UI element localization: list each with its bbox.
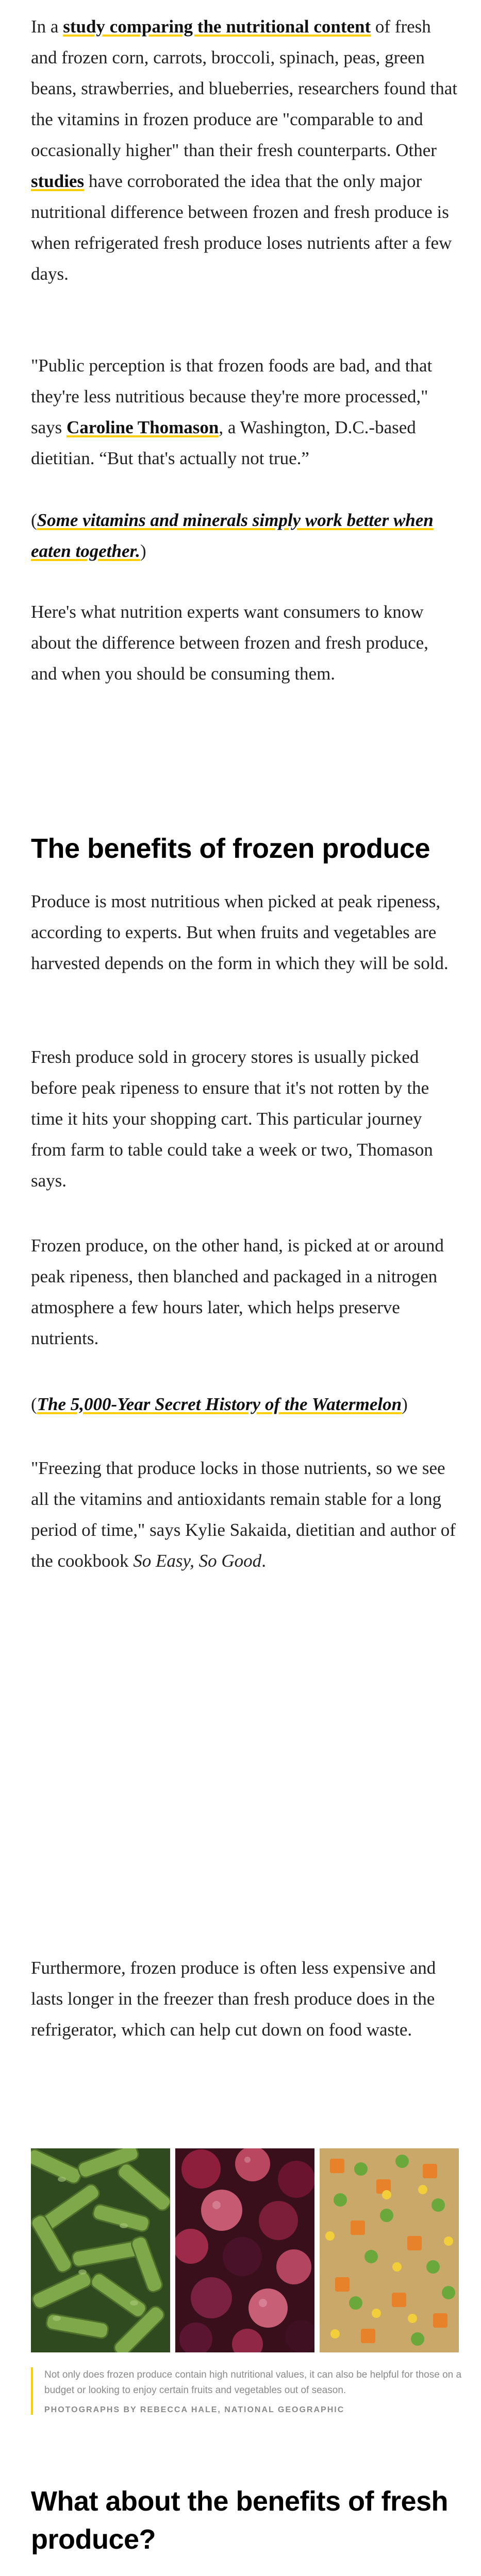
caroline-thomason-link[interactable]: Caroline Thomason [67, 417, 219, 437]
text: Produce is most nutritious when picked at peak ripeness, according to experts. But when fruits and vegetables are harvested depends on the form in which they will be sold. [31, 891, 449, 973]
related-watermelon-link[interactable]: The 5,000-Year Secret History of the Watermelon [37, 1394, 402, 1414]
study-link[interactable]: study comparing the nutritional content [63, 16, 371, 37]
photo-green-beans [31, 2148, 170, 2352]
photo-mixed-vegetables [320, 2148, 459, 2352]
text: Furthermore, frozen produce is often less expensive and lasts longer in the freezer than fresh produce does in the refrigerator, which can help cut down on food waste. [31, 1958, 436, 2040]
text: , a Washington, D.C.-based dietitian. “But that's actually not true.” [31, 417, 416, 468]
text: of fresh and frozen corn, carrots, broccoli, spinach, peas, green beans, strawberries, and blueberries, researchers found that the vitamins in frozen produce are "comparable to and occasionally higher" than their fresh counterparts. Other [31, 16, 458, 160]
related-link-watermelon: (The 5,000-Year Secret History of the Watermelon) [31, 1394, 408, 1414]
paragraph-perception [31, 350, 459, 474]
heading: The benefits of frozen produce [31, 833, 430, 864]
section-heading-frozen [31, 829, 459, 868]
paragraph-quote-sakaida [31, 1453, 459, 1577]
text: "Freezing that produce locks in those nutrients, so we see all the vitamins and antioxidants remain stable for a long period of time," says Kylie Sakaida, dietitian and author of the cookbook [31, 1458, 456, 1571]
section-heading-fresh [31, 2482, 459, 2558]
related-link-vitamins: (Some vitamins and minerals simply work better when eaten together.) [31, 510, 434, 561]
text: Here's what nutrition experts want consumers to know about the difference between frozen and fresh produce, and when you should be consuming them. [31, 602, 428, 684]
caption-text: Not only does frozen produce contain high nutritional values, it can also be helpful for those on a budget or looking to enjoy certain fruits and vegetables out of season. [44, 2369, 462, 2396]
text: In a [31, 16, 63, 37]
photo-caption [31, 2367, 472, 2415]
photo-berries [175, 2148, 314, 2352]
text: Frozen produce, on the other hand, is picked at or around peak ripeness, then blanched and packaged in a nitrogen atmosphere a few hours later, which helps preserve nutrients. [31, 1235, 444, 1348]
photo-strip [31, 2148, 459, 2352]
paragraph-cost [31, 1953, 459, 2045]
book-title: So Easy, So Good [133, 1551, 262, 1571]
text: "Public perception is that frozen foods are bad, and that they're less nutritious because they're more processed," says [31, 355, 433, 437]
photo-credit: PHOTOGRAPHS BY REBECCA HALE, NATIONAL GEOGRAPHIC [44, 2405, 345, 2414]
text: Fresh produce sold in grocery stores is usually picked before peak ripeness to ensure that it's not rotten by the time it hits your shopping cart. This particular journey from farm to table could take a week or two, Thomason says. [31, 1047, 433, 1191]
paragraph-study [31, 11, 459, 290]
studies-link[interactable]: studies [31, 171, 85, 191]
paragraph-intro [31, 597, 459, 689]
paragraph-ripeness [31, 886, 459, 979]
paragraph-frozen-picking [31, 1230, 459, 1354]
paragraph-grocery [31, 1042, 459, 1196]
text: have corroborated the idea that the only major nutritional difference between frozen and fresh produce is when refrigerated fresh produce loses nutrients after a few days. [31, 171, 452, 284]
text: . [261, 1551, 266, 1571]
heading: What about the benefits of fresh produce? [31, 2486, 449, 2555]
related-vitamins-link[interactable]: Some vitamins and minerals simply work better when eaten together. [31, 510, 434, 561]
